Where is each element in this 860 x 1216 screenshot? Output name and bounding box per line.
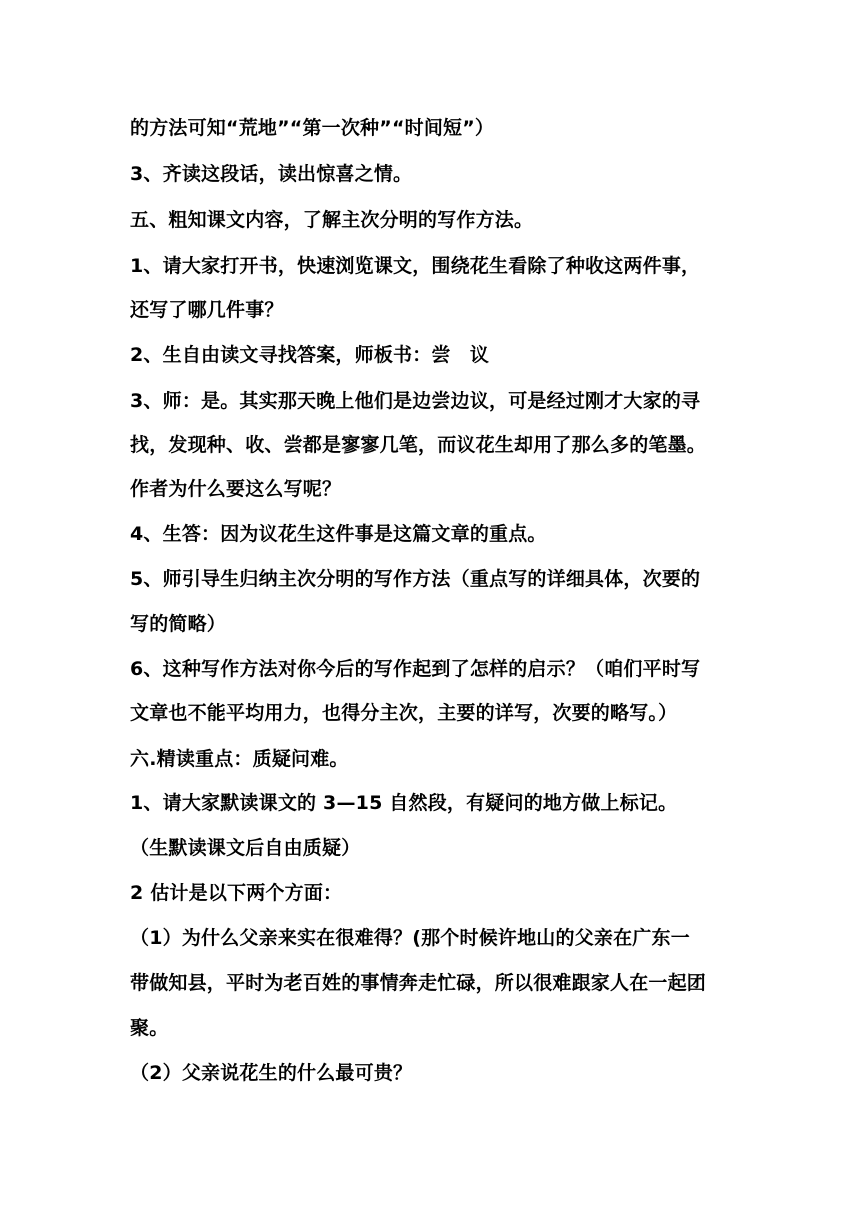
text-line: 聚。	[130, 1017, 169, 1039]
text-line: 5、师引导生归纳主次分明的写作方法（重点写的详细具体，次要的	[130, 568, 701, 590]
text-line: 作者为什么要这么写呢？	[130, 478, 342, 500]
text-line: 带做知县，平时为老百姓的事情奔走忙碌，所以很难跟家人在一起团	[130, 972, 707, 994]
text-line: 6、这种写作方法对你今后的写作起到了怎样的启示？（咱们平时写	[130, 658, 701, 680]
text-line: 文章也不能平均用力，也得分主次，主要的详写，次要的略写。）	[130, 702, 678, 724]
text-line: 2、生自由读文寻找答案，师板书：尝 议	[130, 344, 490, 366]
text-line: 4、生答：因为议花生这件事是这篇文章的重点。	[130, 523, 547, 545]
text-line: 1、请大家默读课文的 3—15 自然段，有疑问的地方做上标记。	[130, 792, 678, 814]
text-line: 找，发现种、收、尝都是寥寥几笔，而议花生却用了那么多的笔墨。	[130, 434, 707, 456]
text-line: 的方法可知“荒地”“第一次种”“时间短”）	[130, 117, 495, 139]
text-line: 五、粗知课文内容，了解主次分明的写作方法。	[130, 209, 534, 231]
text-line: 写的简略）	[130, 613, 227, 635]
text-line: （生默读课文后自由质疑）	[130, 837, 361, 859]
text-line: （1）为什么父亲来实在很难得？(那个时候许地山的父亲在广东一	[130, 927, 690, 949]
text-line: （2）父亲说花生的什么最可贵？	[130, 1062, 413, 1084]
text-line: 六.精读重点：质疑问难。	[130, 748, 349, 770]
text-line: 还写了哪几件事？	[130, 299, 284, 321]
text-line: 3、齐读这段话，读出惊喜之情。	[130, 163, 413, 185]
text-line: 3、师：是。其实那天晚上他们是边尝边议，可是经过刚才大家的寻	[130, 390, 701, 412]
text-line: 1、请大家打开书，快速浏览课文，围绕花生看除了种收这两件事，	[130, 255, 701, 277]
text-line: 2 估计是以下两个方面：	[130, 882, 343, 904]
